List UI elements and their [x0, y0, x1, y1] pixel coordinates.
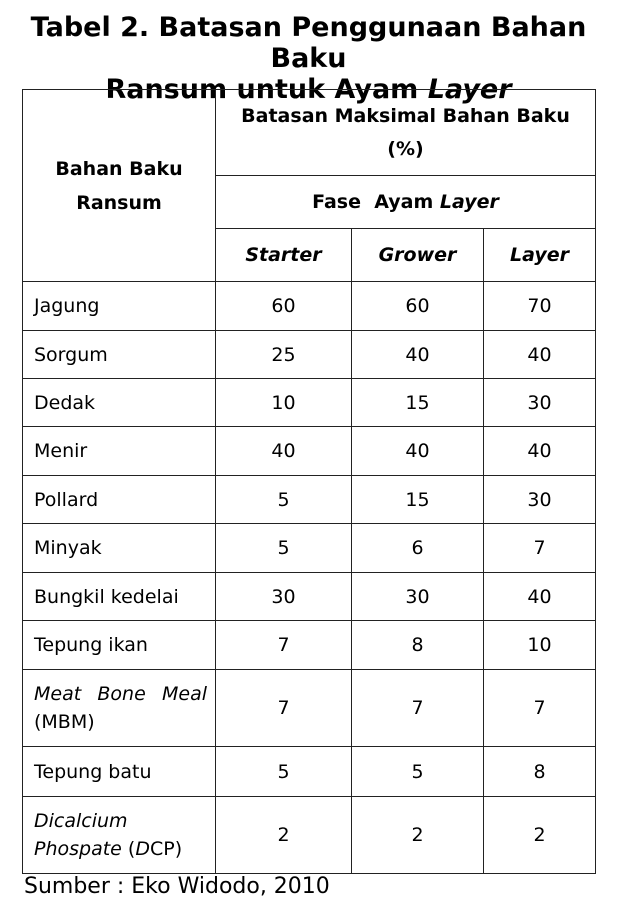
- title-line-2: Ransum untuk Ayam Layer: [105, 74, 512, 105]
- table-row: [23, 331, 596, 379]
- layer-value: 30: [484, 476, 596, 524]
- starter-value: 40: [216, 427, 352, 476]
- starter-value: 10: [216, 379, 352, 427]
- header-ingredient: Bahan Baku Ransum: [23, 90, 216, 282]
- starter-value: 5: [216, 747, 352, 797]
- grower-value: 40: [352, 331, 484, 379]
- ingredient-name: Bungkil kedelai: [23, 573, 216, 621]
- layer-value: 10: [484, 621, 596, 670]
- starter-value: 5: [216, 524, 352, 573]
- grower-value: 7: [352, 670, 484, 747]
- ingredient-name: Meat Bone Meal (MBM): [23, 670, 216, 747]
- header-grower: Grower: [352, 229, 484, 282]
- grower-value: 60: [352, 282, 484, 331]
- ingredient-name: Menir: [23, 427, 216, 476]
- table-row: [23, 427, 596, 476]
- layer-value: 40: [484, 573, 596, 621]
- ingredient-name: Minyak: [23, 524, 216, 573]
- starter-value: 30: [216, 573, 352, 621]
- source-citation: Sumber : Eko Widodo, 2010: [24, 874, 330, 899]
- ingredient-name: Dedak: [23, 379, 216, 427]
- ingredient-name: Dicalcium Phospate (DCP): [23, 797, 216, 874]
- layer-value: 30: [484, 379, 596, 427]
- grower-value: 15: [352, 476, 484, 524]
- table-row: [23, 747, 596, 797]
- header-layer: Layer: [484, 229, 596, 282]
- header-max-limit: Batasan Maksimal Bahan Baku (%): [216, 90, 596, 176]
- table-row: [23, 282, 596, 331]
- table-row: [23, 670, 596, 747]
- title-line-1: Tabel 2. Batasan Penggunaan Bahan Baku: [30, 12, 587, 74]
- table-row: [23, 797, 596, 874]
- grower-value: 2: [352, 797, 484, 874]
- starter-value: 60: [216, 282, 352, 331]
- layer-value: 2: [484, 797, 596, 874]
- ingredient-name: Sorgum: [23, 331, 216, 379]
- starter-value: 5: [216, 476, 352, 524]
- grower-value: 6: [352, 524, 484, 573]
- grower-value: 15: [352, 379, 484, 427]
- grower-value: 8: [352, 621, 484, 670]
- ingredient-name: Jagung: [23, 282, 216, 331]
- feed-ingredient-table: [22, 89, 596, 874]
- layer-value: 40: [484, 427, 596, 476]
- ingredient-name: Tepung ikan: [23, 621, 216, 670]
- ingredient-name: Tepung batu: [23, 747, 216, 797]
- ingredient-name: Pollard: [23, 476, 216, 524]
- layer-value: 7: [484, 524, 596, 573]
- grower-value: 30: [352, 573, 484, 621]
- layer-value: 7: [484, 670, 596, 747]
- starter-value: 2: [216, 797, 352, 874]
- header-starter: Starter: [216, 229, 352, 282]
- table-row: [23, 524, 596, 573]
- table-row: [23, 621, 596, 670]
- layer-value: 8: [484, 747, 596, 797]
- table-row: [23, 573, 596, 621]
- table-row: [23, 379, 596, 427]
- starter-value: 7: [216, 670, 352, 747]
- layer-value: 70: [484, 282, 596, 331]
- grower-value: 40: [352, 427, 484, 476]
- table-row: [23, 476, 596, 524]
- starter-value: 25: [216, 331, 352, 379]
- starter-value: 7: [216, 621, 352, 670]
- header-phase: Fase Ayam Layer: [216, 176, 596, 229]
- grower-value: 5: [352, 747, 484, 797]
- layer-value: 40: [484, 331, 596, 379]
